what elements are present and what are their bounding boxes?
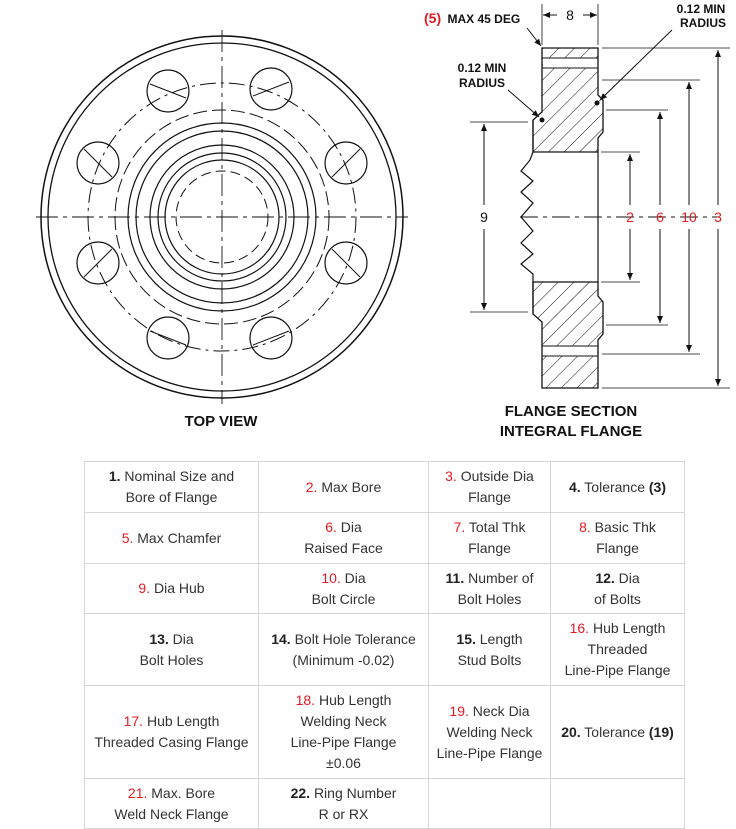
legend-text: Hub Length xyxy=(318,692,392,708)
legend-number: 17. xyxy=(123,713,144,729)
radius-note-right-2: RADIUS xyxy=(679,16,727,30)
legend-text: Dia xyxy=(172,630,194,647)
legend-cell xyxy=(85,564,259,614)
legend-row xyxy=(85,513,685,564)
dim-outside: 3 xyxy=(714,209,722,225)
legend-cell xyxy=(551,614,685,686)
legend-number: 3. xyxy=(445,468,457,484)
legend-row xyxy=(85,462,685,513)
legend-text: Line-Pipe Flange xyxy=(564,662,671,678)
legend-text: Bolt Circle xyxy=(311,590,376,607)
legend-number: 21. xyxy=(127,784,148,801)
section-label-1: FLANGE SECTION xyxy=(504,403,638,420)
legend-row xyxy=(85,779,685,829)
legend-row xyxy=(85,564,685,614)
legend-text: Dia xyxy=(340,519,362,535)
section-label-2: INTEGRAL FLANGE xyxy=(499,423,643,440)
legend-text: Bolt Holes xyxy=(139,651,204,668)
legend-reference: (3) xyxy=(648,478,667,495)
legend-cell xyxy=(429,462,551,513)
legend-cell xyxy=(85,462,259,513)
legend-cell xyxy=(551,564,685,614)
legend-text: Flange xyxy=(596,540,639,556)
legend-cell xyxy=(259,614,429,686)
legend-cell xyxy=(85,779,259,829)
legend-text: Max. Bore xyxy=(151,784,216,801)
legend-text: Stud Bolts xyxy=(457,651,522,668)
legend-cell xyxy=(429,513,551,564)
legend-cell xyxy=(551,462,685,513)
bolt-hole xyxy=(325,242,367,284)
legend-text: Max Bore xyxy=(321,478,382,495)
legend-text: Bore of Flange xyxy=(125,489,218,505)
dim-raised-face: 6 xyxy=(656,209,664,225)
flange-section xyxy=(424,2,730,388)
top-view-label: TOP VIEW xyxy=(184,413,258,430)
legend-text: Threaded Casing Flange xyxy=(94,734,249,750)
dim-hub: 9 xyxy=(480,209,488,225)
legend-text: Length xyxy=(479,630,523,647)
legend-text: Welding Neck xyxy=(300,713,387,729)
legend-cell xyxy=(551,513,685,564)
legend-cell xyxy=(429,779,551,829)
legend-number: 14. xyxy=(271,630,291,647)
legend-text: Line-Pipe Flange xyxy=(436,744,543,761)
legend-text: Neck Dia xyxy=(472,702,530,719)
bolt-hole xyxy=(250,317,292,359)
dim-total-dia: 10 xyxy=(681,209,697,225)
dimension-legend-table xyxy=(84,461,685,829)
dim-basic-thk: 8 xyxy=(566,7,574,23)
legend-cell xyxy=(259,686,429,779)
legend-number: 6. xyxy=(325,519,337,535)
legend-number: 16. xyxy=(569,620,590,636)
legend-number: 15. xyxy=(456,630,476,647)
legend-cell xyxy=(85,686,259,779)
legend-number: 11. xyxy=(445,569,465,586)
legend-text: Dia xyxy=(344,569,366,586)
bolt-hole xyxy=(77,242,119,284)
legend-row xyxy=(85,686,685,779)
legend-cell xyxy=(551,779,685,829)
legend-number: 2. xyxy=(305,478,318,495)
legend-text: Basic Thk xyxy=(594,519,656,535)
radius-note-left-2: RADIUS xyxy=(458,76,506,90)
legend-cell xyxy=(429,564,551,614)
legend-text: Dia xyxy=(618,569,640,586)
legend-number: 7. xyxy=(453,519,466,535)
bolt-hole xyxy=(250,68,292,110)
legend-text: (Minimum -0.02) xyxy=(292,651,395,668)
legend-cell xyxy=(85,513,259,564)
legend-text: Max Chamfer xyxy=(137,529,222,546)
legend-text: Ring Number xyxy=(313,784,397,801)
legend-text: Tolerance xyxy=(584,478,645,495)
legend-text: Bolt Holes xyxy=(457,590,522,607)
legend-cell xyxy=(429,686,551,779)
legend-text: Dia Hub xyxy=(153,580,205,596)
legend-number: 12. xyxy=(595,569,615,586)
legend-number: 13. xyxy=(149,630,169,647)
legend-text: Number of xyxy=(468,569,534,586)
legend-number: 19. xyxy=(449,702,469,719)
bolt-hole xyxy=(325,142,367,184)
top-view xyxy=(36,30,408,404)
legend-cell xyxy=(429,614,551,686)
legend-reference: (19) xyxy=(648,723,674,740)
legend-text: of Bolts xyxy=(594,590,641,607)
legend-text: Bolt Hole Tolerance xyxy=(294,630,416,647)
legend-text: Outside Dia xyxy=(460,468,534,484)
legend-text: Weld Neck Flange xyxy=(114,805,229,822)
legend-text: Flange xyxy=(468,540,511,556)
legend-number: 18. xyxy=(295,692,316,708)
radius-note-left-1: 0.12 MIN xyxy=(457,61,507,75)
legend-text: Raised Face xyxy=(304,540,383,556)
legend-text: Threaded xyxy=(587,641,648,657)
legend-number: 22. xyxy=(290,784,311,801)
legend-number: 5. xyxy=(121,529,134,546)
legend-number: 9. xyxy=(138,580,151,596)
legend-text: Total Thk xyxy=(468,519,526,535)
legend-cell xyxy=(259,462,429,513)
legend-text: Line-Pipe Flange xyxy=(290,734,397,750)
legend-number: 10. xyxy=(321,569,341,586)
legend-text: Tolerance xyxy=(584,723,645,740)
legend-number: 1. xyxy=(108,468,121,484)
legend-cell xyxy=(551,686,685,779)
legend-row xyxy=(85,614,685,686)
legend-text: Hub Length xyxy=(146,713,220,729)
legend-text: Flange xyxy=(468,489,511,505)
legend-text: Nominal Size and xyxy=(124,468,235,484)
legend-text: ±0.06 xyxy=(326,755,361,771)
legend-text: Welding Neck xyxy=(446,723,533,740)
legend-text: R or RX xyxy=(318,805,369,822)
legend-number: 4. xyxy=(568,478,581,495)
legend-text: Hub Length xyxy=(592,620,666,636)
legend-cell xyxy=(259,513,429,564)
bolt-hole xyxy=(147,317,189,359)
chamfer-note: (5) MAX 45 DEG xyxy=(424,10,521,26)
legend-number: 20. xyxy=(561,723,581,740)
legend-cell xyxy=(85,614,259,686)
bolt-hole xyxy=(77,142,119,184)
radius-note-right-1: 0.12 MIN xyxy=(676,2,726,16)
bolt-hole xyxy=(147,70,189,112)
legend-number: 8. xyxy=(579,519,591,535)
dim-bore: 2 xyxy=(626,209,634,225)
legend-cell xyxy=(259,779,429,829)
legend-cell xyxy=(259,564,429,614)
section-body-lower xyxy=(533,282,603,388)
